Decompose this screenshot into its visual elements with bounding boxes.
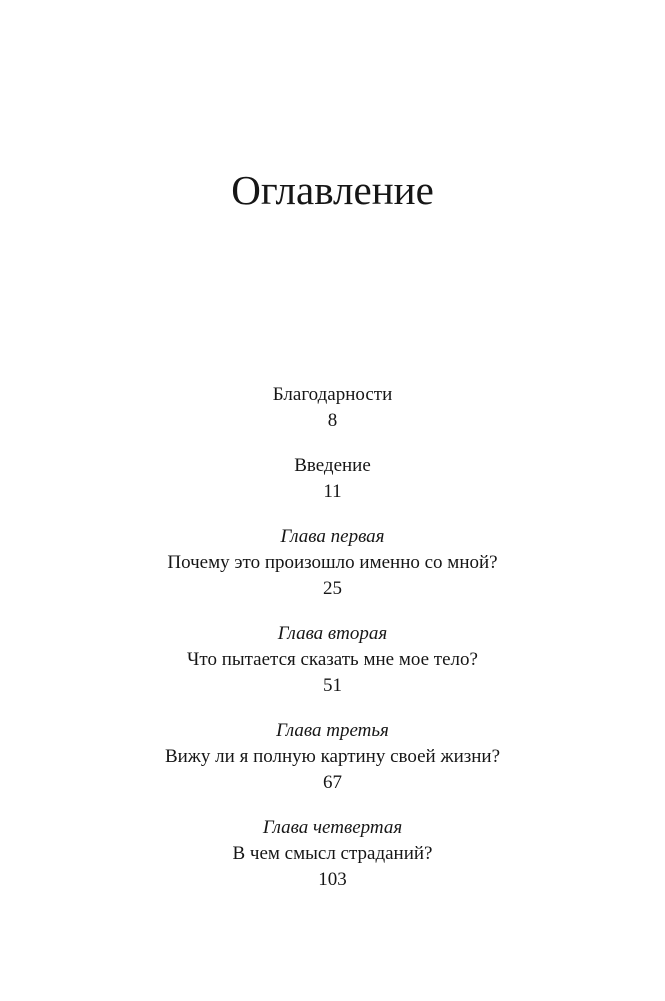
- entry-page-number: 103: [318, 869, 347, 890]
- chapter-label: Глава вторая: [277, 623, 388, 644]
- entry-page-number: 25: [323, 578, 342, 599]
- entry-title: Благодарности: [272, 384, 393, 405]
- entry-page-number: 67: [323, 772, 342, 793]
- entry-title: В чем смысл страданий?: [232, 843, 433, 864]
- page-title: Оглавление: [231, 167, 434, 213]
- table-of-contents: [0, 382, 665, 912]
- toc-entry[interactable]: [0, 718, 665, 796]
- chapter-label: Глава третья: [276, 720, 389, 741]
- toc-entry[interactable]: [0, 524, 665, 602]
- entry-title: Что пытается сказать мне мое тело?: [187, 649, 478, 670]
- chapter-label: Глава четвертая: [262, 817, 403, 838]
- entry-page-number: 51: [323, 675, 342, 696]
- toc-entry[interactable]: [0, 621, 665, 699]
- toc-entry[interactable]: [0, 382, 665, 434]
- entry-page-number: 11: [323, 481, 342, 502]
- chapter-label: Глава первая: [280, 526, 385, 547]
- entry-title: Почему это произошло именно со мной?: [167, 552, 498, 573]
- entry-title: Вижу ли я полную картину своей жизни?: [164, 746, 501, 767]
- entry-page-number: 8: [327, 410, 338, 431]
- toc-entry[interactable]: [0, 815, 665, 893]
- entry-title: Введение: [294, 455, 371, 476]
- toc-entry[interactable]: [0, 453, 665, 505]
